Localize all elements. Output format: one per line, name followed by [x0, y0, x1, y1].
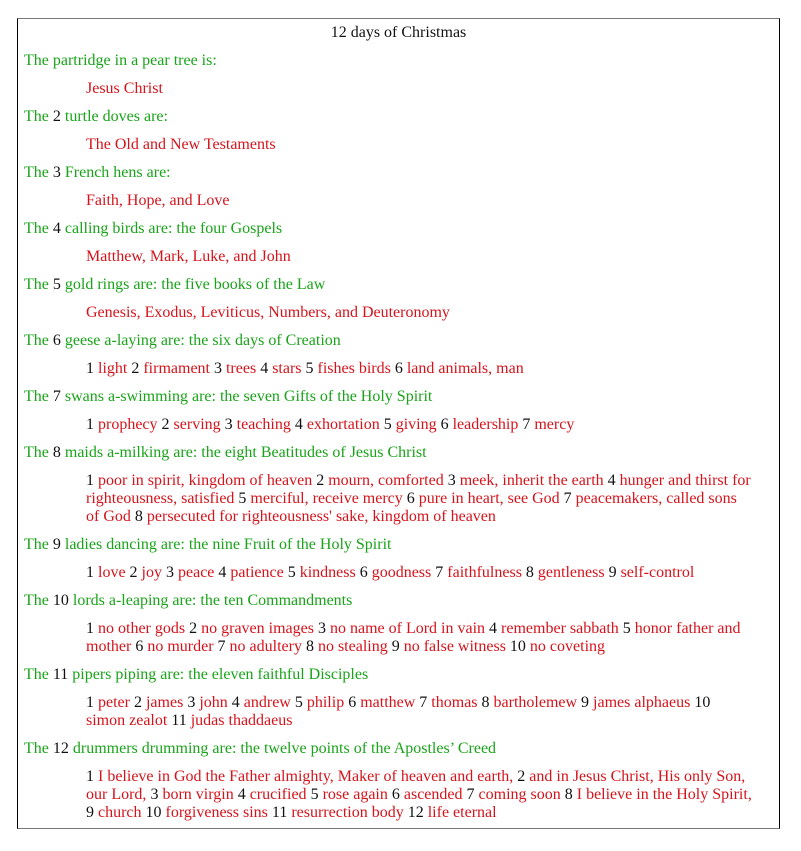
heading-text: gold rings are: the five books of the Law: [64, 276, 326, 293]
heading-text: ladies dancing are: the nine Fruit of the Holy Spirit: [64, 536, 392, 553]
item-number: 12: [407, 804, 424, 821]
heading-text: pipers piping are: the eleven faithful Disciples: [72, 666, 369, 683]
item-text: trees: [225, 360, 257, 377]
item-number: 1: [86, 768, 94, 785]
item-text: faithfulness: [447, 564, 522, 581]
item-text: judas thaddaeus: [190, 712, 293, 729]
day-heading: [24, 388, 773, 406]
item-text: no coveting: [529, 638, 606, 655]
item-number: 8: [305, 638, 314, 655]
item-text: merciful, receive mercy: [250, 490, 403, 507]
item-number: 8: [481, 694, 490, 711]
item-text: ascended: [403, 786, 463, 803]
day-number: 11: [52, 666, 69, 683]
day-section: [24, 444, 773, 526]
item-text: kindness: [299, 564, 356, 581]
item-number: 5: [622, 620, 631, 637]
day-number: 9: [52, 536, 61, 553]
item-text: life eternal: [427, 804, 497, 821]
item-text: remember sabbath: [501, 620, 619, 637]
item-text: serving: [173, 416, 221, 433]
item-text: andrew: [243, 694, 291, 711]
item-number: 2: [517, 768, 526, 785]
item-number: 6: [391, 786, 400, 803]
day-meaning: [86, 80, 773, 98]
item-number: 7: [466, 786, 475, 803]
heading-text: drummers drumming are: the twelve points of the Apostles’ Creed: [72, 740, 497, 757]
item-text: mercy: [534, 416, 575, 433]
item-number: 11: [171, 712, 187, 729]
item-number: 1: [86, 620, 94, 637]
item-text: james alphaeus: [593, 694, 691, 711]
heading-prefix: The: [24, 388, 49, 405]
day-meaning: [86, 360, 773, 378]
item-text: matthew: [360, 694, 416, 711]
day-meaning: [86, 304, 773, 322]
item-text: resurrection body: [291, 804, 404, 821]
day-meaning: [86, 694, 773, 730]
day-meaning: [86, 136, 773, 154]
heading-text: partridge in a pear tree is:: [52, 52, 217, 69]
item-number: 5: [238, 490, 247, 507]
item-text: church: [98, 804, 142, 821]
heading-prefix: The: [24, 740, 49, 757]
item-text: forgiveness sins: [165, 804, 268, 821]
day-section: [24, 666, 773, 730]
item-text: light: [98, 360, 128, 377]
item-text: and in Jesus Christ, His only Son, our Lord,: [86, 768, 746, 803]
item-number: 3: [447, 472, 456, 489]
heading-prefix: The: [24, 444, 49, 461]
heading-text: geese a-laying are: the six days of Creation: [64, 332, 341, 349]
item-text: meek, inherit the earth: [459, 472, 604, 489]
item-text: I believe in the Holy Spirit,: [576, 786, 752, 803]
day-section: [24, 332, 773, 378]
item-text: fishes birds: [317, 360, 391, 377]
day-heading: [24, 536, 773, 554]
item-text: no graven images: [201, 620, 314, 637]
heading-text: calling birds are: the four Gospels: [64, 220, 283, 237]
item-text: no murder: [147, 638, 214, 655]
item-number: 3: [317, 620, 326, 637]
heading-prefix: The: [24, 332, 49, 349]
item-text: honor father and mother: [86, 620, 741, 655]
heading-prefix: The: [24, 52, 49, 69]
item-text: stars: [272, 360, 302, 377]
meaning-text: The Old and New Testaments: [86, 136, 276, 153]
item-text: philip: [306, 694, 345, 711]
item-text: land animals, man: [406, 360, 524, 377]
item-number: 5: [310, 786, 319, 803]
day-meaning: [86, 416, 773, 434]
christmas-table: [17, 18, 780, 829]
item-number: 6: [135, 638, 144, 655]
day-heading: [24, 276, 773, 294]
item-text: bartholemew: [493, 694, 578, 711]
item-number: 4: [218, 564, 227, 581]
day-meaning: [86, 192, 773, 210]
item-text: persecuted for righteousness' sake, kingdom of heaven: [146, 508, 496, 525]
item-number: 9: [391, 638, 400, 655]
item-number: 7: [217, 638, 226, 655]
item-number: 6: [348, 694, 357, 711]
day-heading: [24, 740, 773, 758]
item-number: 5: [287, 564, 296, 581]
day-number: 7: [52, 388, 61, 405]
heading-text: swans a-swimming are: the seven Gifts of the Holy Spirit: [64, 388, 433, 405]
item-number: 9: [608, 564, 617, 581]
item-text: no adultery: [229, 638, 302, 655]
item-text: no stealing: [317, 638, 388, 655]
day-number: 8: [52, 444, 61, 461]
day-section: [24, 276, 773, 322]
heading-prefix: The: [24, 276, 49, 293]
item-number: 8: [134, 508, 143, 525]
item-number: 5: [305, 360, 314, 377]
item-number: 1: [86, 564, 94, 581]
item-number: 4: [237, 786, 246, 803]
item-text: peace: [178, 564, 215, 581]
item-number: 1: [86, 694, 94, 711]
item-number: 10: [509, 638, 526, 655]
item-text: goodness: [371, 564, 432, 581]
sections-list: [24, 52, 773, 822]
item-text: no false witness: [403, 638, 506, 655]
heading-text: lords a-leaping are: the ten Commandments: [72, 592, 353, 609]
item-number: 4: [489, 620, 498, 637]
item-number: 2: [189, 620, 198, 637]
page-title: 12 days of Christmas: [330, 24, 467, 41]
item-text: born virgin: [162, 786, 234, 803]
item-number: 7: [522, 416, 531, 433]
item-text: peacemakers, called sons of God: [86, 490, 737, 525]
day-number: 2: [52, 108, 61, 125]
day-section: [24, 536, 773, 582]
day-heading: [24, 108, 773, 126]
item-text: prophecy: [98, 416, 158, 433]
item-number: 3: [224, 416, 233, 433]
item-number: 1: [86, 416, 94, 433]
item-number: 4: [607, 472, 616, 489]
day-meaning: [86, 248, 773, 266]
day-meaning: [86, 472, 773, 526]
item-number: 3: [150, 786, 159, 803]
day-section: [24, 52, 773, 98]
item-text: love: [98, 564, 126, 581]
item-text: peter: [98, 694, 130, 711]
item-text: rose again: [322, 786, 388, 803]
heading-prefix: The: [24, 666, 49, 683]
item-number: 10: [145, 804, 162, 821]
item-number: 7: [419, 694, 428, 711]
item-text: joy: [141, 564, 162, 581]
day-number: 12: [52, 740, 69, 757]
day-number: 5: [52, 276, 61, 293]
heading-text: French hens are:: [64, 164, 171, 181]
heading-prefix: The: [24, 536, 49, 553]
item-number: 7: [563, 490, 572, 507]
item-text: coming soon: [478, 786, 561, 803]
item-number: 10: [694, 694, 711, 711]
day-heading: [24, 592, 773, 610]
item-number: 5: [294, 694, 303, 711]
item-number: 3: [187, 694, 196, 711]
item-number: 8: [525, 564, 534, 581]
item-text: hunger and thirst for righteousness, satisfied: [86, 472, 751, 507]
item-text: mourn, comforted: [328, 472, 444, 489]
item-text: giving: [395, 416, 437, 433]
day-number: 4: [52, 220, 61, 237]
item-text: no other gods: [98, 620, 186, 637]
item-number: 3: [166, 564, 174, 581]
item-number: 6: [406, 490, 415, 507]
item-text: firmament: [143, 360, 210, 377]
meaning-text: Faith, Hope, and Love: [86, 192, 230, 209]
item-number: 5: [383, 416, 392, 433]
item-number: 11: [271, 804, 288, 821]
item-number: 6: [359, 564, 368, 581]
day-meaning: [86, 620, 773, 656]
day-heading: [24, 52, 773, 70]
day-section: [24, 740, 773, 822]
item-number: 9: [581, 694, 590, 711]
day-heading: [24, 332, 773, 350]
item-number: 8: [564, 786, 573, 803]
day-heading: [24, 444, 773, 462]
item-number: 1: [86, 472, 94, 489]
item-number: 2: [129, 564, 138, 581]
day-heading: [24, 666, 773, 684]
item-number: 7: [435, 564, 444, 581]
item-text: crucified: [249, 786, 307, 803]
item-text: exhortation: [306, 416, 380, 433]
item-text: patience: [230, 564, 284, 581]
heading-text: turtle doves are:: [64, 108, 168, 125]
day-meaning: [86, 564, 773, 582]
item-text: teaching: [236, 416, 291, 433]
heading-prefix: The: [24, 164, 49, 181]
day-section: [24, 164, 773, 210]
item-number: 1: [86, 360, 94, 377]
day-number: 6: [52, 332, 61, 349]
heading-prefix: The: [24, 220, 49, 237]
day-section: [24, 108, 773, 154]
meaning-text: Matthew, Mark, Luke, and John: [86, 248, 291, 265]
item-text: self-control: [620, 564, 695, 581]
item-text: leadership: [452, 416, 519, 433]
day-section: [24, 388, 773, 434]
item-number: 2: [133, 694, 142, 711]
heading-prefix: The: [24, 592, 49, 609]
day-number: 10: [52, 592, 69, 609]
day-section: [24, 592, 773, 656]
heading-prefix: The: [24, 108, 49, 125]
item-text: thomas: [431, 694, 478, 711]
item-number: 9: [86, 804, 94, 821]
item-text: pure in heart, see God: [418, 490, 560, 507]
meaning-text: Jesus Christ: [86, 80, 163, 97]
item-text: no name of Lord in vain: [329, 620, 486, 637]
item-text: poor in spirit, kingdom of heaven: [98, 472, 313, 489]
item-number: 3: [213, 360, 222, 377]
item-number: 4: [231, 694, 240, 711]
item-number: 4: [294, 416, 303, 433]
item-number: 2: [131, 360, 140, 377]
item-text: james: [145, 694, 184, 711]
day-section: [24, 220, 773, 266]
heading-text: maids a-milking are: the eight Beatitudes of Jesus Christ: [64, 444, 427, 461]
item-number: 2: [161, 416, 170, 433]
day-heading: [24, 220, 773, 238]
day-heading: [24, 164, 773, 182]
meaning-text: Genesis, Exodus, Leviticus, Numbers, and Deuteronomy: [86, 304, 450, 321]
item-number: 4: [260, 360, 269, 377]
item-text: john: [199, 694, 228, 711]
day-number: 3: [52, 164, 61, 181]
item-text: gentleness: [537, 564, 605, 581]
item-text: simon zealot: [86, 712, 168, 729]
item-number: 6: [440, 416, 449, 433]
item-text: I believe in God the Father almighty, Maker of heaven and earth,: [98, 768, 514, 785]
item-number: 2: [316, 472, 325, 489]
day-meaning: [86, 768, 773, 822]
item-number: 6: [394, 360, 403, 377]
